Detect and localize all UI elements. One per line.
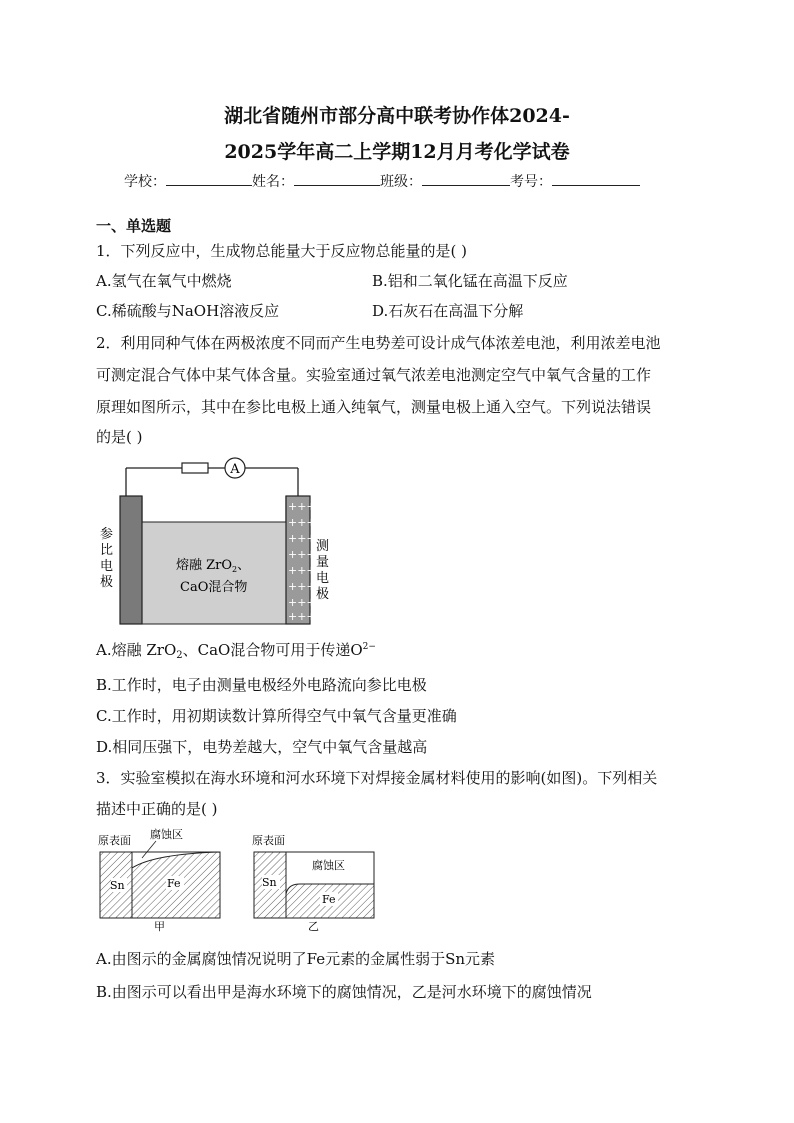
figure-yi	[252, 833, 374, 933]
q3-option-b[interactable]: B.由图示可以看出甲是海水环境下的腐蚀情况，乙是河水环境下的腐蚀情况	[96, 983, 592, 1001]
q2-stem-line-1: 2．利用同种气体在两极浓度不同而产生电势差可设计成气体浓差电池，利用浓差电池	[96, 334, 661, 352]
yi-sn-label: Sn	[262, 876, 277, 889]
exam-no-blank[interactable]	[552, 171, 640, 186]
svg-text:+++: +++	[288, 564, 316, 577]
jia-caption: 甲	[154, 920, 165, 933]
school-blank[interactable]	[166, 171, 252, 186]
yi-corrosion-label: 腐蚀区	[312, 859, 345, 872]
jia-surface-label: 原表面	[98, 834, 131, 847]
reference-electrode-label	[100, 527, 113, 590]
q1-option-a[interactable]: A.氢气在氧气中燃烧	[96, 272, 232, 290]
q2-option-d[interactable]: D.相同压强下，电势差越大，空气中氧气含量越高	[96, 738, 428, 756]
q2-option-a-text-2: 、CaO混合物可用于传递O	[182, 641, 363, 659]
jia-sn-label: Sn	[110, 879, 125, 892]
q1-option-d[interactable]: D.石灰石在高温下分解	[372, 302, 524, 320]
ammeter-label: A	[230, 462, 240, 477]
electrolyte-label-1: 熔融 ZrO$_2$、	[176, 558, 251, 574]
jia-corrosion-label: 腐蚀区	[150, 828, 183, 841]
name-blank[interactable]	[294, 171, 380, 186]
title-line-1: 湖北省随州市部分高中联考协作体2024-	[224, 105, 570, 127]
figure-jia	[98, 827, 220, 933]
q2-stem-line-4: 的是( )	[96, 428, 143, 446]
q1-stem: 1．下列反应中，生成物总能量大于反应物总能量的是( )	[96, 242, 468, 260]
svg-text:+++: +++	[288, 580, 316, 593]
section-title: 一、单选题	[96, 217, 172, 235]
reference-electrode	[120, 496, 142, 624]
q2-stem-line-2: 可测定混合气体中某气体含量。实验室通过氧气浓差电池测定空气中氧气含量的工作	[96, 366, 652, 384]
q2-option-a-text: A.熔融 ZrO	[96, 641, 177, 659]
name-label: 姓名：	[252, 174, 294, 190]
svg-text:电: 电	[316, 571, 330, 586]
q3-option-a[interactable]: A.由图示的金属腐蚀情况说明了Fe元素的金属性弱于Sn元素	[96, 950, 496, 968]
exam-no-label: 考号：	[510, 174, 552, 190]
title-line-2: 2025学年高二上学期12月月考化学试卷	[224, 141, 570, 163]
svg-text:+++: +++	[288, 500, 316, 513]
svg-text:+++: +++	[288, 532, 316, 545]
info-line	[124, 171, 640, 191]
svg-text:比: 比	[100, 543, 114, 558]
svg-text:+++: +++	[288, 548, 316, 561]
svg-text:参: 参	[100, 527, 114, 542]
svg-text:极: 极	[316, 587, 330, 602]
q3-stem-line-2: 描述中正确的是( )	[96, 800, 218, 818]
svg-text:电: 电	[100, 559, 114, 574]
yi-fe-label: Fe	[322, 893, 336, 906]
svg-text:量: 量	[316, 555, 330, 570]
jia-fe-label: Fe	[167, 877, 181, 890]
resistor	[182, 463, 208, 473]
q2-option-a-sub: 2	[176, 650, 183, 661]
q2-option-b[interactable]: B.工作时，电子由测量电极经外电路流向参比电极	[96, 676, 427, 694]
q2-stem-line-3: 原理如图所示，其中在参比电极上通入纯氧气，测量电极上通入空气。下列说法错误	[96, 398, 652, 416]
q3-corrosion-diagram	[94, 826, 384, 938]
q3-stem-line-1: 3．实验室模拟在海水环境和河水环境下对焊接金属材料使用的影响(如图)。下列相关	[96, 769, 658, 787]
class-label: 班级：	[380, 174, 422, 190]
class-blank[interactable]	[422, 171, 510, 186]
q2-cell-diagram	[94, 456, 334, 628]
q2-option-a[interactable]	[96, 639, 376, 661]
q2-option-a-sup: 2−	[362, 642, 376, 652]
svg-text:测: 测	[316, 539, 330, 554]
q1-option-c[interactable]: C.稀硫酸与NaOH溶液反应	[96, 302, 280, 320]
jia-leader-line	[142, 841, 156, 858]
svg-text:+++: +++	[288, 516, 316, 529]
electrolyte	[142, 522, 286, 624]
measuring-electrode-label	[316, 539, 329, 602]
yi-surface-label: 原表面	[252, 834, 285, 847]
yi-caption: 乙	[308, 920, 319, 933]
q2-option-c[interactable]: C.工作时，用初期读数计算所得空气中氧气含量更准确	[96, 707, 457, 725]
svg-text:+++: +++	[288, 596, 316, 609]
school-label: 学校：	[124, 174, 166, 190]
q1-option-b[interactable]: B.铝和二氧化锰在高温下反应	[372, 272, 568, 290]
svg-text:极: 极	[100, 575, 114, 590]
electrolyte-label-2: CaO混合物	[180, 580, 248, 595]
svg-text:+++: +++	[288, 610, 316, 623]
